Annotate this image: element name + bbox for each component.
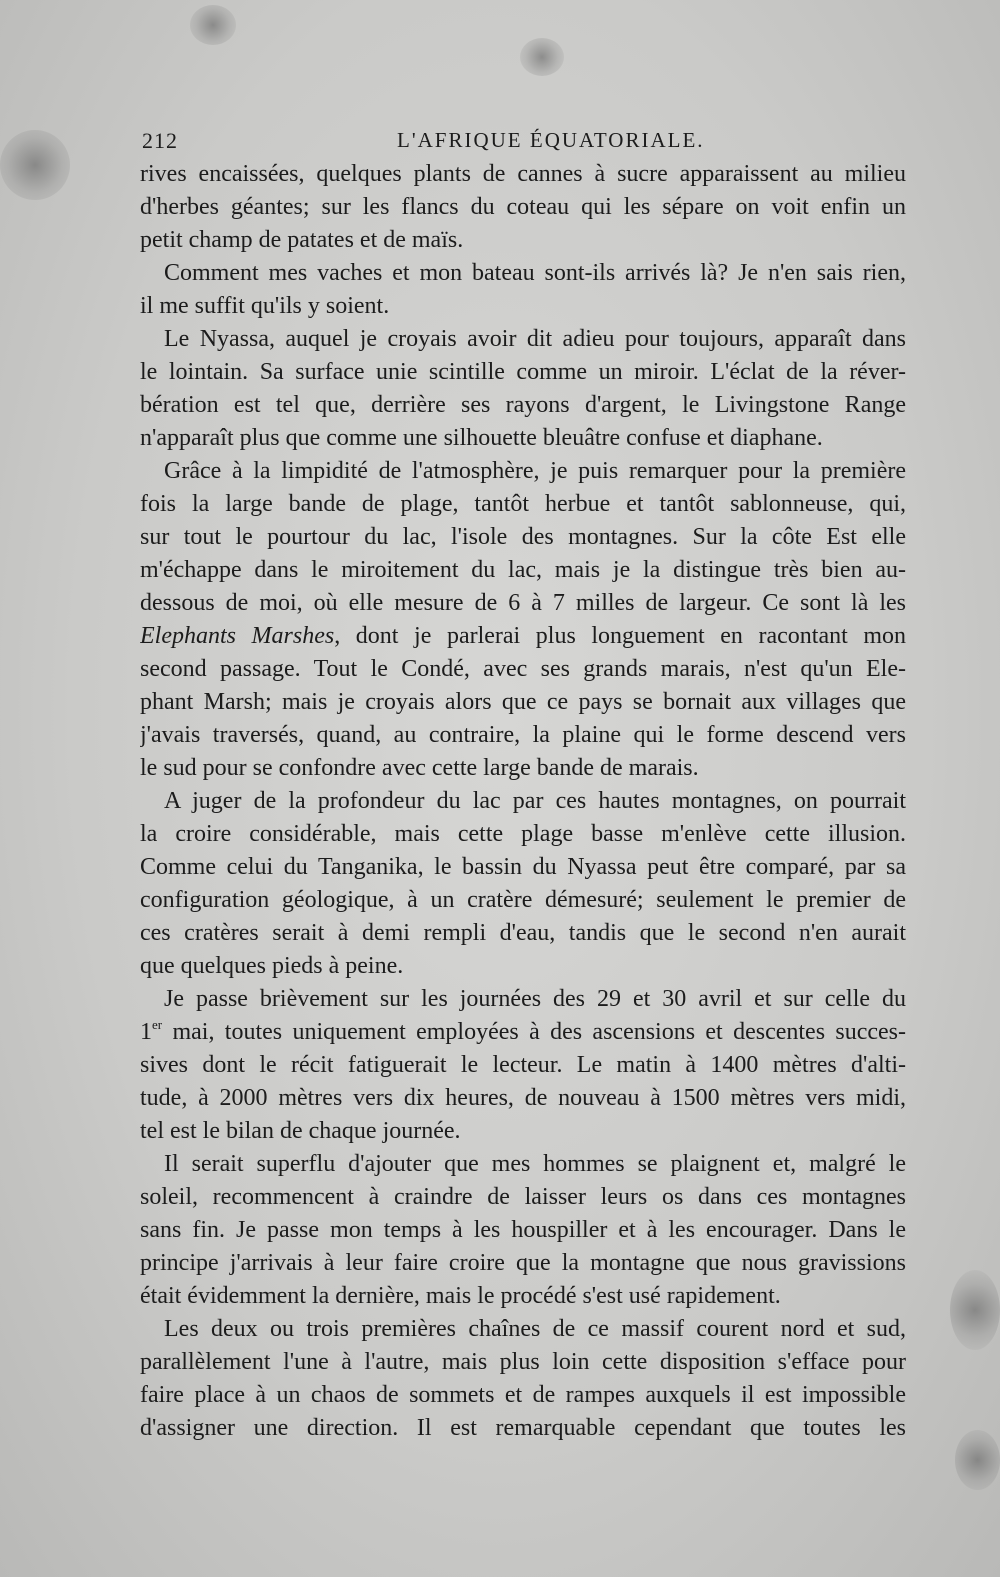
text-line: n'apparaît plus que comme une silhouette bleuâtre confuse et diaphane.: [140, 425, 823, 451]
running-title: L'AFRIQUE ÉQUATORIALE.: [397, 128, 705, 152]
text-line: était évidemment la dernière, mais le procédé s'est usé rapidement.: [140, 1283, 781, 1309]
text-line: ces cratères serait à demi rempli d'eau, tandis que le second n'en aurait: [140, 920, 906, 946]
text-line: sur tout le pourtour du lac, l'isole des montagnes. Sur la côte Est elle: [140, 524, 906, 550]
ink-stain: [190, 5, 236, 45]
text-line: Les deux ou trois premières chaînes de ce massif courent nord et sud,: [164, 1316, 906, 1342]
text-line: le lointain. Sa surface unie scintille comme un miroir. L'éclat de la réver-: [140, 359, 906, 385]
text-line: Je passe brièvement sur les journées des 29 et 30 avril et sur celle du: [164, 986, 906, 1012]
text-line-with-superscript: 1er mai, toutes uniquement employées à des ascensions et descentes succes-: [140, 1017, 906, 1045]
text-line: la croire considérable, mais cette plage basse m'enlève cette illusion.: [140, 821, 906, 847]
text-line: parallèlement l'une à l'autre, mais plus loin cette disposition s'efface pour: [140, 1349, 906, 1375]
text-line: Comment mes vaches et mon bateau sont-ils arrivés là? Je n'en sais rien,: [164, 260, 906, 286]
text-line: que quelques pieds à peine.: [140, 953, 404, 979]
text-line: m'échappe dans le miroitement du lac, mais je la distingue très bien au-: [140, 557, 906, 583]
italic-phrase: Elephants Marshes: [140, 623, 335, 649]
ink-stain: [0, 130, 70, 200]
text-line: A juger de la profondeur du lac par ces hautes montagnes, on pourrait: [164, 788, 906, 814]
text-line: Le Nyassa, auquel je croyais avoir dit adieu pour toujours, apparaît dans: [164, 326, 906, 352]
text-line: d'herbes géantes; sur les flancs du coteau qui les sépare on voit enfin un: [140, 194, 906, 220]
ink-stain: [955, 1430, 1000, 1490]
text-line: tude, à 2000 mètres vers dix heures, de nouveau à 1500 mètres vers midi,: [140, 1085, 906, 1111]
ink-stain: [950, 1270, 1000, 1350]
page-header: [142, 122, 902, 156]
text-line: dessous de moi, où elle mesure de 6 à 7 milles de largeur. Ce sont là les: [140, 590, 906, 616]
text-line: soleil, recommencent à craindre de laisser leurs os dans ces montagnes: [140, 1184, 906, 1210]
text-line: Grâce à la limpidité de l'atmosphère, je puis remarquer pour la première: [164, 458, 906, 484]
text-line: il me suffit qu'ils y soient.: [140, 293, 390, 319]
text-line: configuration géologique, à un cratère démesuré; seulement le premier de: [140, 887, 906, 913]
text-line: rives encaissées, quelques plants de cannes à sucre apparaissent au milieu: [140, 161, 906, 187]
body-text: [140, 158, 906, 1445]
text-line: Il serait superflu d'ajouter que mes hommes se plaignent et, malgré le: [164, 1151, 906, 1177]
text-line: principe j'arrivais à leur faire croire que la montagne que nous gravissions: [140, 1250, 906, 1276]
text-line: second passage. Tout le Condé, avec ses grands marais, n'est qu'un Ele-: [140, 656, 906, 682]
ink-stain: [520, 38, 564, 76]
text-line: tel est le bilan de chaque journée.: [140, 1118, 461, 1144]
text-line: j'avais traversés, quand, au contraire, la plaine qui le forme descend vers: [140, 722, 906, 748]
text-line: Comme celui du Tanganika, le bassin du Nyassa peut être comparé, par sa: [140, 854, 906, 880]
text-line: sans fin. Je passe mon temps à les houspiller et à les encourager. Dans le: [140, 1217, 906, 1243]
text-line: sives dont le récit fatiguerait le lecteur. Le matin à 1400 mètres d'alti-: [140, 1052, 906, 1078]
text-line: le sud pour se confondre avec cette large bande de marais.: [140, 755, 699, 781]
text-line: faire place à un chaos de sommets et de rampes auxquels il est impossible: [140, 1382, 906, 1408]
superscript: er: [152, 1017, 163, 1032]
text-line-rest: , dont je parlerai plus longuement en racontant mon: [334, 623, 906, 649]
text-line: d'assigner une direction. Il est remarquable cependant que toutes les: [140, 1415, 906, 1441]
text-line: bération est tel que, derrière ses rayons d'argent, le Livingstone Range: [140, 392, 906, 418]
text-line: petit champ de patates et de maïs.: [140, 227, 464, 253]
text-line: phant Marsh; mais je croyais alors que ce pays se bornait aux villages que: [140, 689, 906, 715]
text-line-with-italic: [140, 620, 906, 653]
text-line: fois la large bande de plage, tantôt herbue et tantôt sablonneuse, qui,: [140, 491, 906, 517]
text-line-rest: mai, toutes uniquement employées à des ascensions et descentes succes-: [162, 1019, 906, 1045]
page-number: 212: [142, 128, 178, 153]
